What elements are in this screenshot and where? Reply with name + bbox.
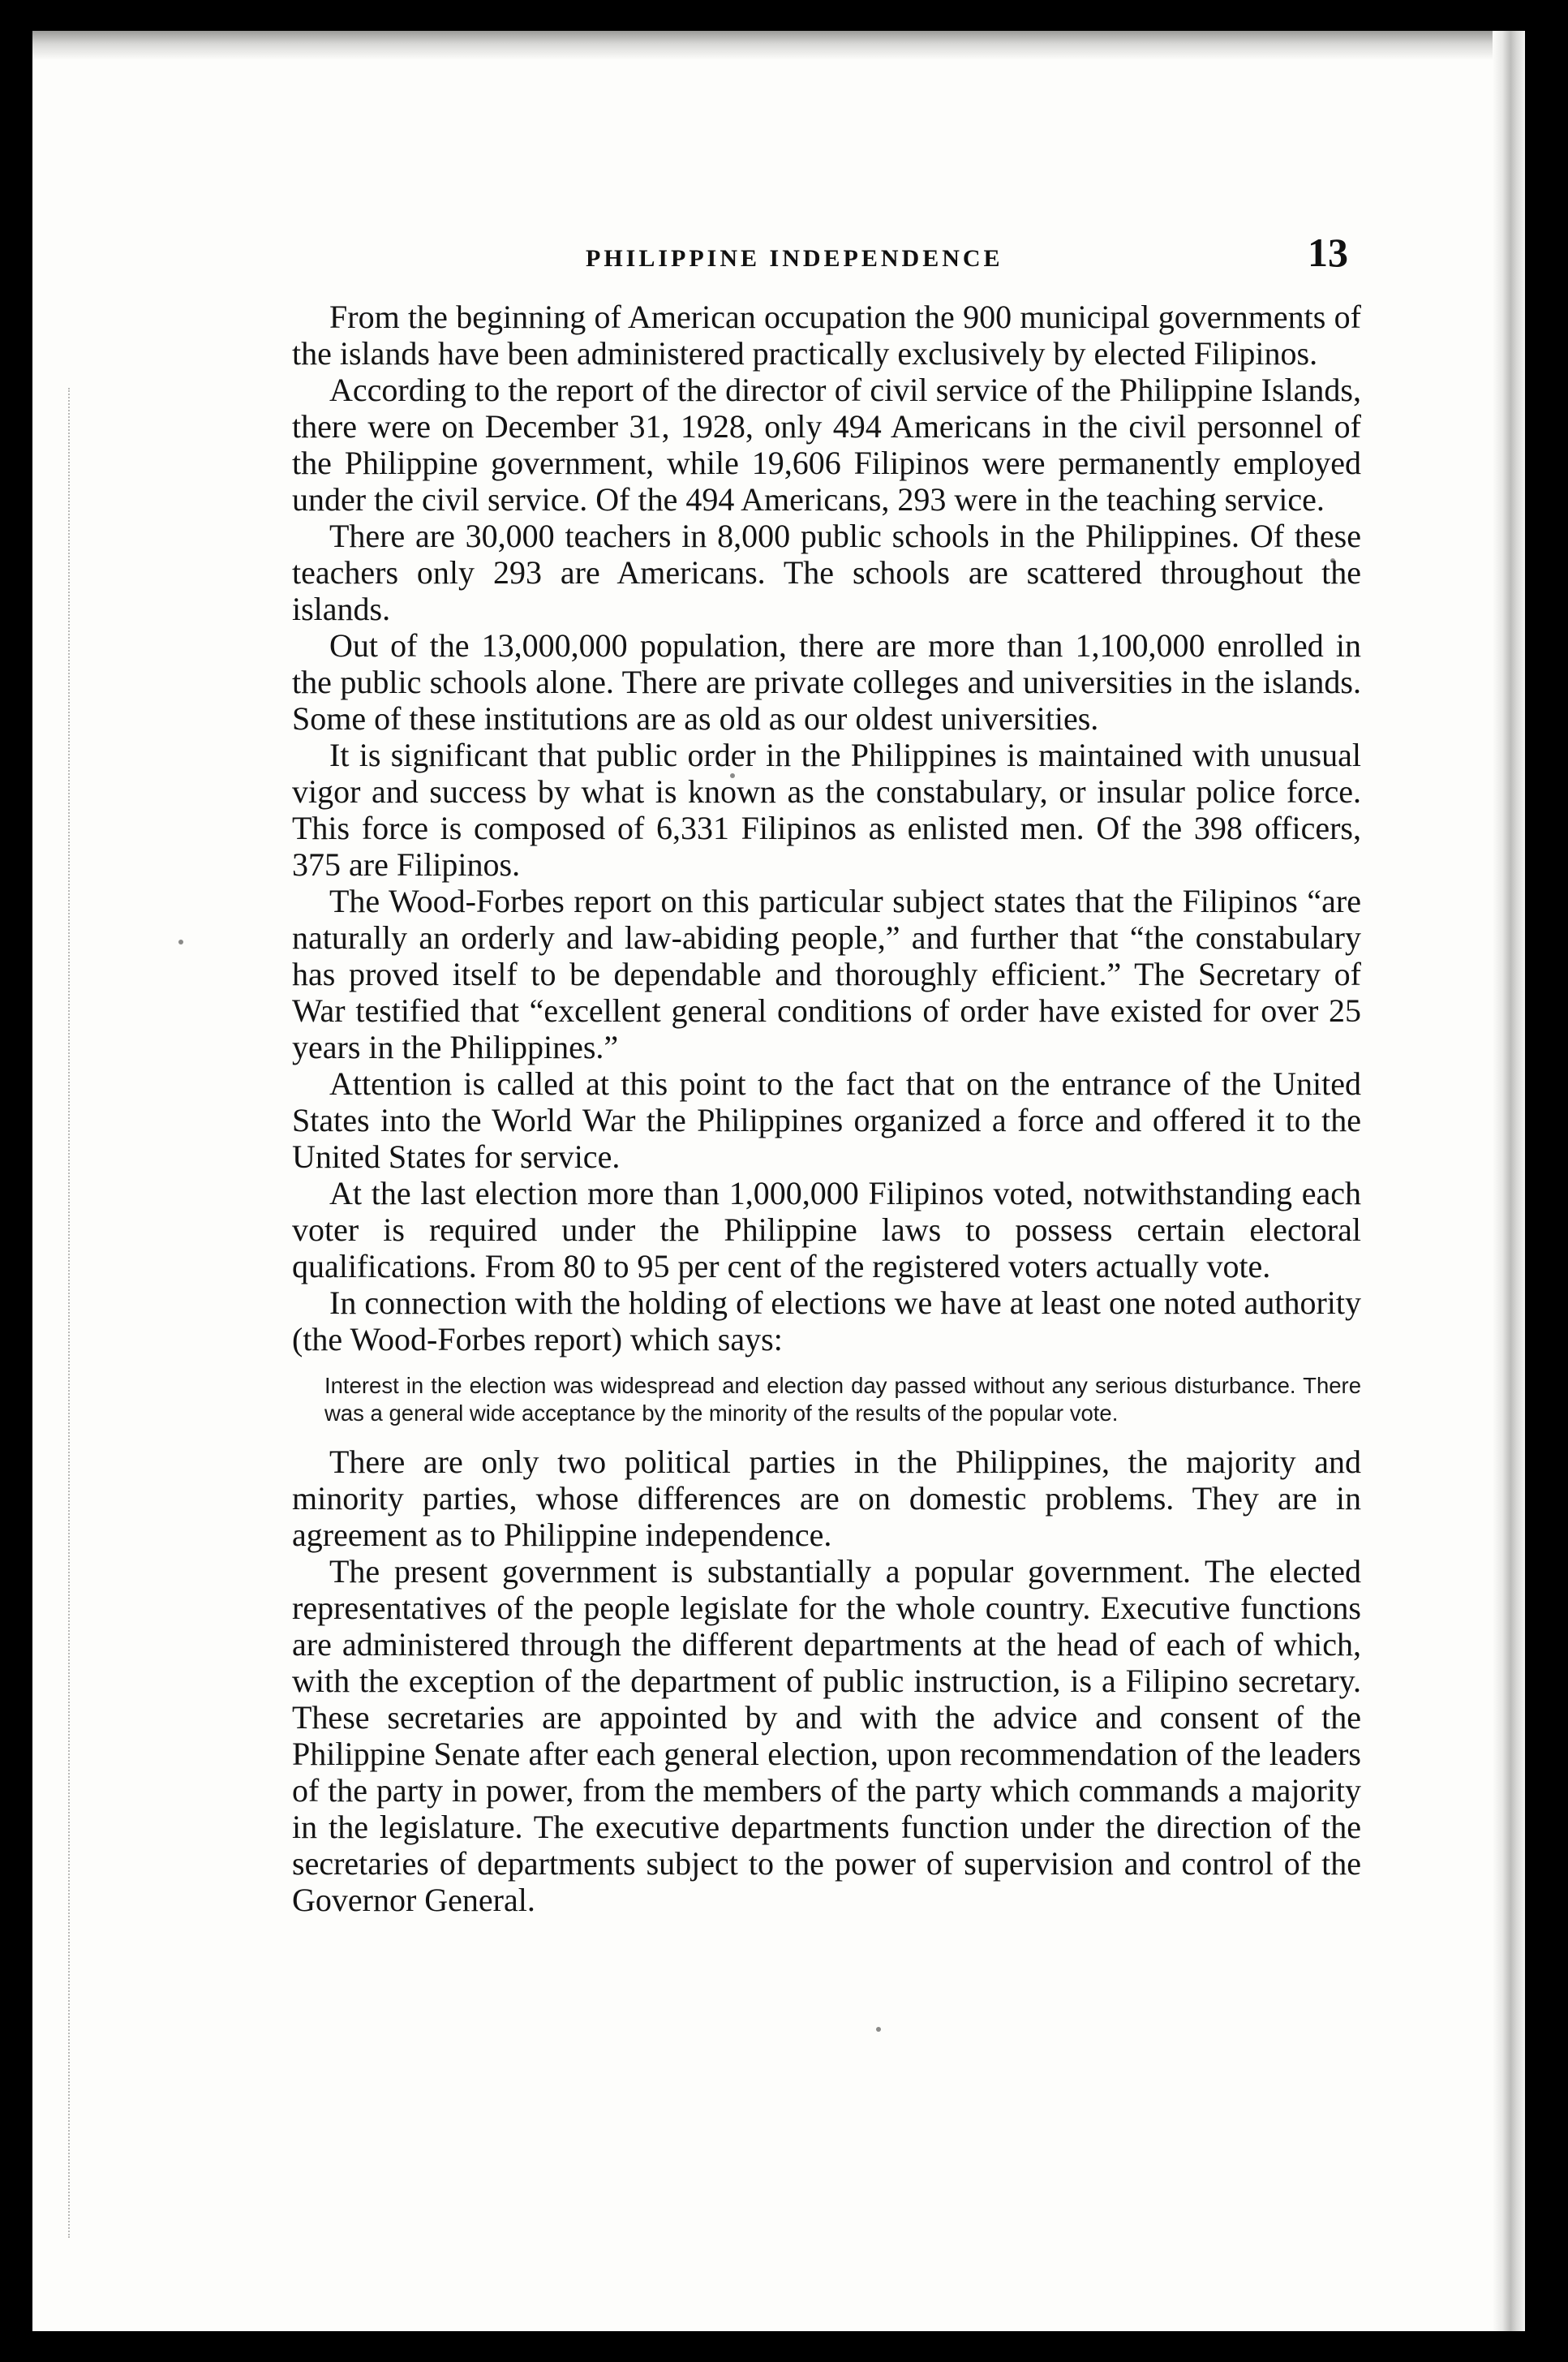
paragraph: In connection with the holding of elections we have at least one noted authority (the Wood-Forbes report) which says: [292,1284,1361,1357]
page-left-specks [68,388,75,2238]
document-page [32,31,1525,2331]
page-header [261,211,1364,276]
running-head: PHILIPPINE INDEPENDENCE [586,245,1003,272]
paragraph: From the beginning of American occupation the 900 municipal governments of the islands have been administered practically exclusively by elected Filipinos. [292,299,1361,372]
paragraph: The Wood-Forbes report on this particular subject states that the Filipinos “are naturally an orderly and law-abiding people,” and further that “the constabulary has proved itself to be dependable and thoroughly efficient.” The Secretary of War testified that “excellent general conditions of order have existed for over 25 years in the Philippines.” [292,883,1361,1065]
paragraph: It is significant that public order in the Philippines is maintained with unusual vigor and success by what is known as the constabulary, or insular police force. This force is composed of 6,331 Filipinos as enlisted men. Of the 398 officers, 375 are Filipinos. [292,737,1361,883]
paragraph: Out of the 13,000,000 population, there are more than 1,100,000 enrolled in the public schools alone. There are private colleges and universities in the islands. Some of these institutions are as old as our oldest universities. [292,627,1361,737]
paragraph: Attention is called at this point to the fact that on the entrance of the United States into the World War the Philippines organized a force and offered it to the United States for service. [292,1065,1361,1175]
page-right-edge [1493,31,1525,2331]
stray-mark [876,2027,881,2032]
stray-mark [178,940,183,944]
paragraph: There are 30,000 teachers in 8,000 public schools in the Philippines. Of these teachers only 293 are Americans. The schools are scattered throughout the islands. [292,518,1361,627]
paragraph: The present government is substantially a popular government. The elected representatives of the people legislate for the whole country. Executive functions are administered through the different departments at the head of each of which, with the exception of the department of public instruction, is a Filipino secretary. These secretaries are appointed by and with the advice and consent of the Philippine Senate after each general election, upon recommendation of the leaders of the party in power, from the members of the party which commands a majority in the legislature. The executive departments function under the direction of the secretaries of departments subject to the power of supervision and control of the Governor General. [292,1553,1361,1918]
page-top-shadow [32,31,1525,60]
paragraph: There are only two political parties in the Philippines, the majority and minority parties, whose differences are on domestic problems. They are in agreement as to Philippine independence. [292,1443,1361,1553]
paragraph: At the last election more than 1,000,000 Filipinos voted, notwithstanding each voter is required under the Philippine laws to possess certain electoral qualifications. From 80 to 95 per cent of the registered voters actually vote. [292,1175,1361,1284]
paragraph: According to the report of the director of civil service of the Philippine Islands, there were on December 31, 1928, only 494 Americans in the civil personnel of the Philippine government, while 19,606 Filipinos were permanently employed under the civil service. Of the 494 Americans, 293 were in the teaching service. [292,372,1361,518]
page-number: 13 [1308,230,1348,275]
block-quote: Interest in the election was widespread and election day passed without any serious disturbance. There was a general wide acceptance by the minority of the results of the popular vote. [324,1373,1361,1426]
body-text [292,299,1361,1918]
